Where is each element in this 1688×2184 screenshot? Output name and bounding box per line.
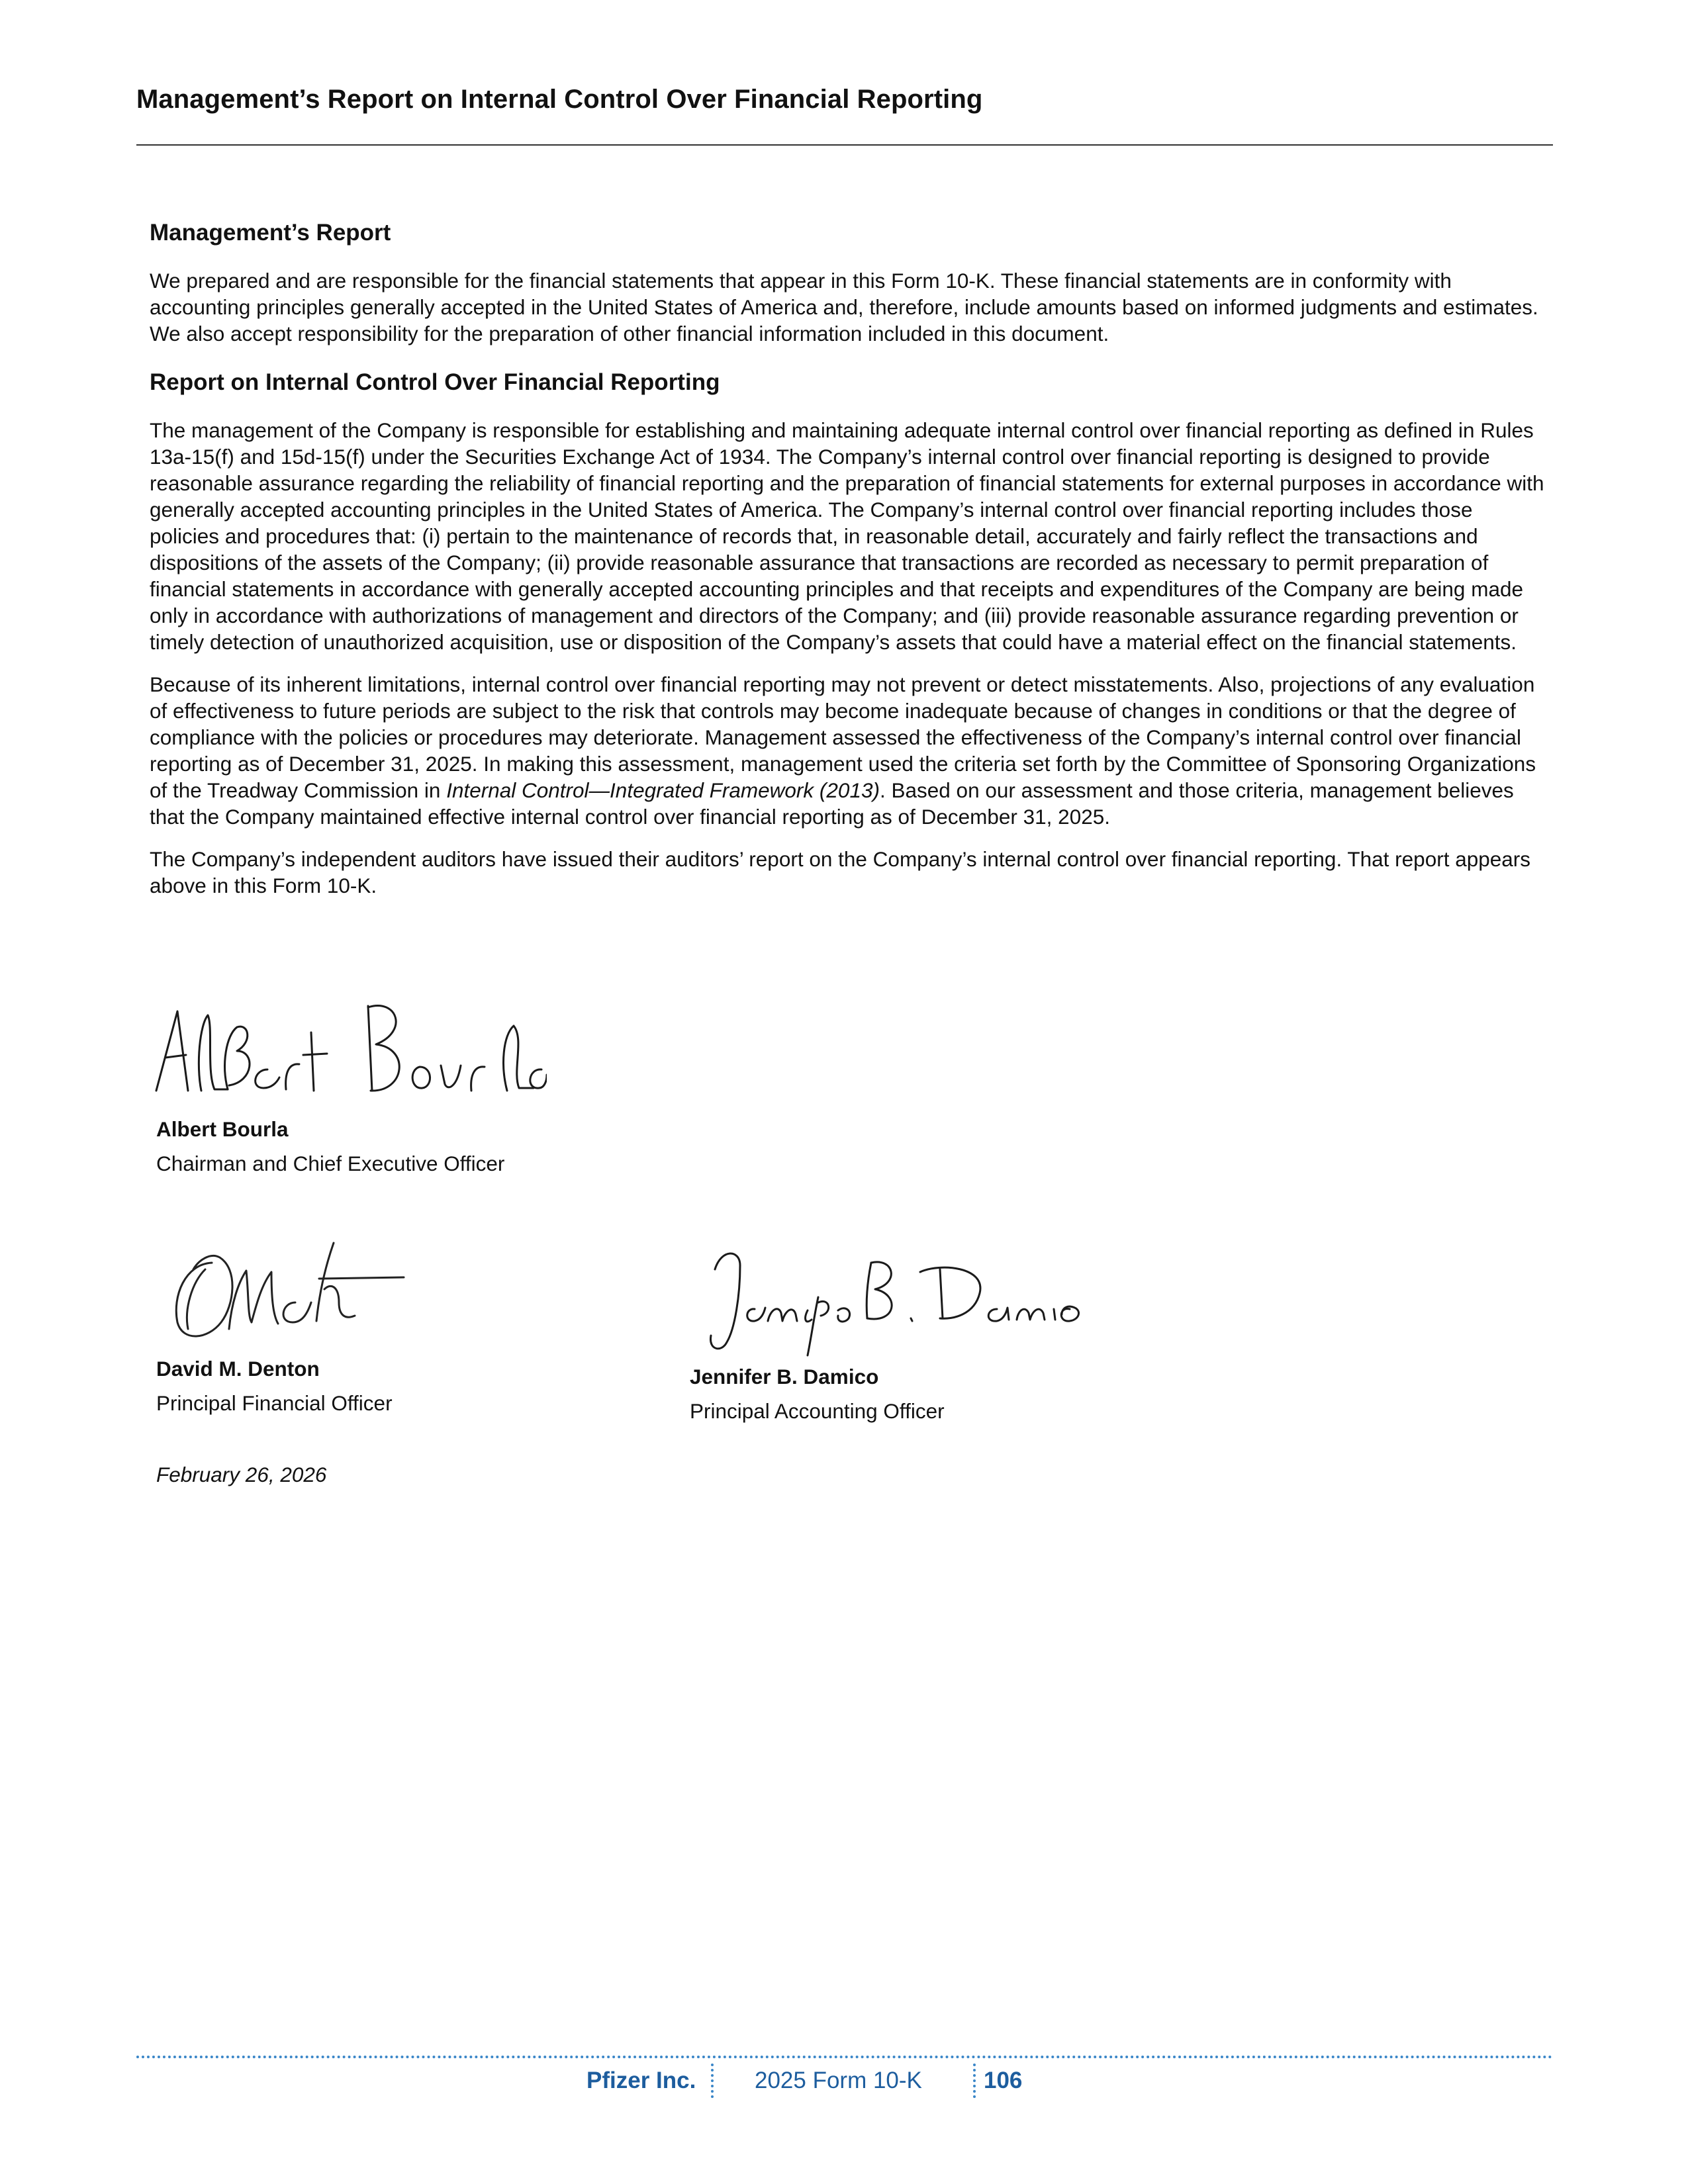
signatory-title-jennifer-damico: Principal Accounting Officer [690, 1399, 945, 1423]
signatory-title-albert-bourla: Chairman and Chief Executive Officer [156, 1152, 505, 1175]
paragraph-2-text-start: Because of its inherent limitations, internal control over financial reporting may not prevent or detect misstatements. Also, projections of any evaluation of effectiveness to future periods are subject to the risk that controls may become inadequate because of changes in conditions or that the degree of compliance with the policies or procedures may deteriorate. Management assessed the effectiveness of the Company’s internal control over financial reporting as of December 31, 2025. In making this assessment, management used the criteria set forth by the Committee of Sponsoring Organizations of the Treadway Commission in [150, 672, 1536, 802]
footer-company-name: Pfizer Inc. [586, 2068, 696, 2093]
footer-page-number: 106 [984, 2068, 1023, 2093]
report-body [150, 217, 1546, 899]
management-report-heading: Management’s Report [150, 220, 391, 246]
internal-control-heading: Report on Internal Control Over Financial Reporting [150, 369, 720, 395]
footer-separator [973, 2064, 976, 2098]
report-date: February 26, 2026 [156, 1463, 327, 1486]
david-denton-signature [165, 1223, 417, 1349]
signatory-name-albert-bourla: Albert Bourla [156, 1117, 289, 1141]
signatory-name-david-denton: David M. Denton [156, 1357, 320, 1381]
footer-separator [711, 2064, 714, 2098]
management-report-paragraph: We prepared and are responsible for the financial statements that appear in this Form 10-K. These financial statements are in conformity with accounting principles generally accepted in the United States of America and, therefore, include amounts based on informed judgments and estimates. We also accept responsibility for the preparation of other financial information included in this document. [150, 269, 1538, 345]
page-title: Management’s Report on Internal Control Over Financial Reporting [136, 85, 983, 114]
title-divider [136, 144, 1553, 146]
internal-control-paragraph-2 [150, 671, 1546, 830]
albert-bourla-signature [150, 991, 547, 1104]
footer-form-name: 2025 Form 10-K [755, 2068, 922, 2093]
jennifer-damico-signature [702, 1236, 1086, 1362]
signatory-name-jennifer-damico: Jennifer B. Damico [690, 1365, 879, 1388]
paragraph-2-text-end: . Based on our assessment and those criteria, management believes that the Company maintained effective internal control over financial reporting as of December 31, 2025. [150, 778, 1514, 829]
internal-control-paragraph-1: The management of the Company is responsible for establishing and maintaining adequate internal control over financial reporting as defined in Rules 13a-15(f) and 15d-15(f) under the Securities Exchange Act of 1934. The Company’s internal control over financial reporting is designed to provide reasonable assurance regarding the reliability of financial reporting and the preparation of financial statements for external purposes in accordance with generally accepted accounting principles in the United States of America. The Company’s internal control over financial reporting includes those policies and procedures that: (i) pertain to the maintenance of records that, in reasonable detail, accurately and fairly reflect the transactions and dispositions of the assets of the Company; (ii) provide reasonable assurance that transactions are recorded as necessary to permit preparation of financial statements in accordance with generally accepted accounting principles and that receipts and expenditures of the Company are being made only in accordance with authorizations of management and directors of the Company; and (iii) provide reasonable assurance regarding prevention or timely detection of unauthorized acquisition, use or disposition of the Company’s assets that could have a material effect on the financial statements. [150, 418, 1544, 654]
signatory-title-david-denton: Principal Financial Officer [156, 1391, 393, 1415]
internal-control-paragraph-3: The Company’s independent auditors have issued their auditors’ report on the Company’s internal control over financial reporting. That report appears above in this Form 10-K. [150, 847, 1531, 897]
page-footer [0, 2061, 1688, 2101]
framework-title: Internal Control—Integrated Framework (2013) [446, 778, 880, 802]
footer-divider [136, 2056, 1553, 2058]
